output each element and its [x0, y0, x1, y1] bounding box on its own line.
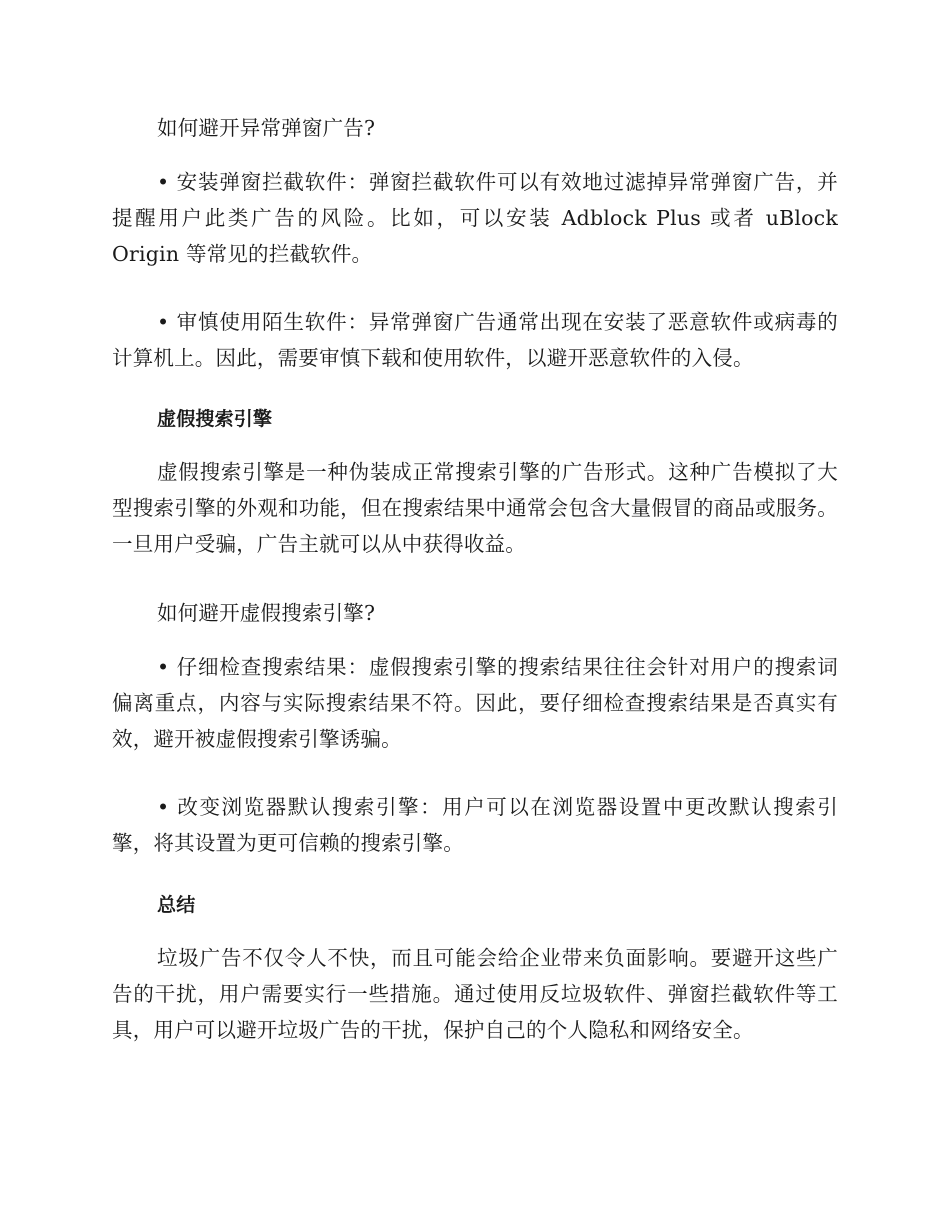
paragraph-summary: 垃圾广告不仅令人不快，而且可能会给企业带来负面影响。要避开这些广告的干扰，用户需要实行一些措施。通过使用反垃圾软件、弹窗拦截软件等工具，用户可以避开垃圾广告的干扰，保护自己的个人隐私和网络安全。 — [112, 946, 838, 1042]
paragraph-fake-search-engine: 虚假搜索引擎是一种伪装成正常搜索引擎的广告形式。这种广告模拟了大型搜索引擎的外观和功能，但在搜索结果中通常会包含大量假冒的商品或服务。一旦用户受骗，广告主就可以从中获得收益。 — [112, 460, 838, 556]
bullet-careful-software-use: • 审慎使用陌生软件：异常弹窗广告通常出现在安装了恶意软件或病毒的计算机上。因此，需要审慎下载和使用软件，以避开恶意软件的入侵。 — [112, 310, 838, 370]
bullet-change-default-search: • 改变浏览器默认搜索引擎：用户可以在浏览器设置中更改默认搜索引擎，将其设置为更可信赖的搜索引擎。 — [112, 795, 838, 855]
heading-summary: 总结 — [157, 894, 196, 916]
question-popup-ads: 如何避开异常弹窗广告? — [157, 116, 376, 140]
question-fake-search-engine: 如何避开虚假搜索引擎? — [157, 601, 376, 625]
bullet-check-search-results: • 仔细检查搜索结果：虚假搜索引擎的搜索结果往往会针对用户的搜索词偏离重点，内容与实际搜索结果不符。因此，要仔细检查搜索结果是否真实有效，避开被虚假搜索引擎诱骗。 — [112, 655, 838, 751]
bullet-install-popup-blocker: • 安装弹窗拦截软件：弹窗拦截软件可以有效地过滤掉异常弹窗广告，并提醒用户此类广告的风险。比如，可以安装 Adblock Plus 或者 uBlock Origin 等常见的拦截软件。 — [112, 170, 838, 266]
heading-fake-search-engine: 虚假搜索引擎 — [157, 408, 273, 430]
